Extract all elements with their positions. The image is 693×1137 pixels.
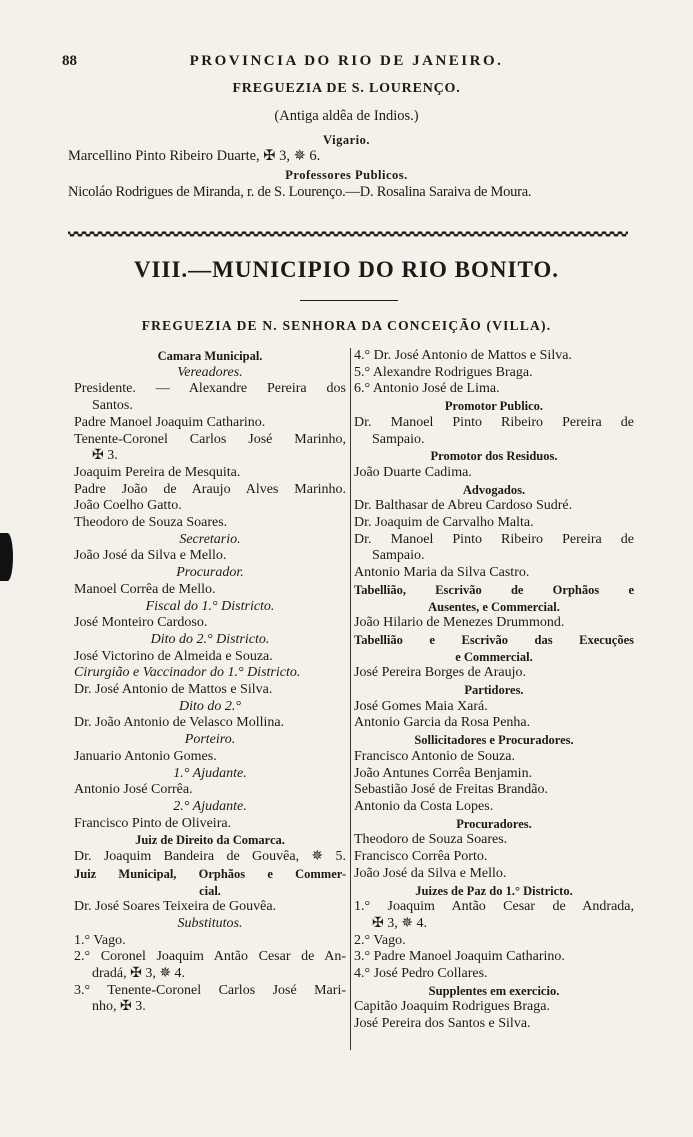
entry-line: Capitão Joaquim Rodrigues Braga. — [354, 999, 550, 1015]
freguezia-title: FREGUEZIA DE N. SENHORA DA CONCEIÇÃO (VILLA). — [141, 318, 552, 333]
entry-line: Joaquim Pereira de Mesquita. — [74, 464, 241, 480]
entry-line: José Monteiro Cardoso. — [74, 615, 208, 631]
entry-line: José Pereira dos Santos e Silva. — [354, 1016, 531, 1032]
vigario-entry: Marcellino Pinto Ribeiro Duarte, ✠ 3, ✵ 6. — [68, 148, 321, 164]
entry-line: Tenente-Coronel Carlos José Marinho, — [74, 431, 346, 447]
entry-line: Sampaio. — [372, 431, 425, 447]
role-label: Secretario. — [179, 531, 241, 547]
entry-line: Dr. José Antonio de Mattos e Silva. — [74, 682, 273, 698]
section-heading: Juizes de Paz do 1.° Districto. — [415, 883, 573, 898]
s-lourenco-subtitle: (Antiga aldêa de Indios.) — [274, 108, 419, 124]
entry-line: João Coelho Gatto. — [74, 498, 182, 514]
entry-line: Theodoro de Souza Soares. — [74, 515, 228, 531]
entry-line: dradá, ✠ 3, ✵ 4. — [92, 966, 186, 982]
role-label: Porteiro. — [184, 732, 236, 748]
running-header — [0, 53, 693, 75]
section-heading: cial. — [199, 883, 221, 898]
entry-line: João José da Silva e Mello. — [354, 865, 507, 881]
entry-line: Padre Manoel Joaquim Catharino. — [74, 414, 266, 430]
entry-line: 2.° Vago. — [354, 932, 406, 948]
entry-line: 3.° Padre Manoel Joaquim Catharino. — [354, 949, 565, 965]
section-heading: Supplentes em exercicio. — [428, 983, 560, 998]
entry-line: José Victorino de Almeida e Souza. — [74, 648, 273, 664]
entry-line: João Antunes Corrêa Benjamin. — [354, 765, 533, 781]
role-label: 2.° Ajudante. — [173, 798, 247, 814]
entry-line: Dr. José Soares Teixeira de Gouvêa. — [74, 899, 277, 915]
entry-line: Antonio Maria da Silva Castro. — [354, 565, 530, 581]
entry-line: Januario Antonio Gomes. — [74, 748, 217, 764]
entry-line: João Duarte Cadima. — [354, 464, 472, 480]
role-label: Cirurgião e Vaccinador do 1.° Districto. — [74, 665, 301, 681]
role-label: Fiscal do 1.° Districto. — [145, 598, 275, 614]
entry-line: Antonio José Corrêa. — [74, 782, 193, 798]
entry-line: 2.° Coronel Joaquim Antão Cesar de An- — [74, 949, 346, 965]
entry-line: 1.° Joaquim Antão Cesar de Andrada, — [354, 899, 634, 915]
section-heading: Partidores. — [464, 683, 524, 698]
wavy-divider — [68, 229, 628, 239]
section-heading: Tabellião, Escrivão de Orphãos e — [354, 582, 634, 597]
section-heading: Procuradores. — [456, 816, 532, 831]
section-heading: Juiz de Direito da Comarca. — [135, 833, 285, 848]
section-heading: Advogados. — [462, 482, 526, 497]
entry-line: ✠ 3. — [92, 448, 118, 464]
section-heading: Promotor Publico. — [444, 399, 544, 414]
entry-line: José Gomes Maia Xará. — [354, 698, 488, 714]
province-title: PROVINCIA DO RIO DE JANEIRO. — [189, 53, 504, 69]
role-label: Procurador. — [176, 565, 244, 581]
entry-line: Theodoro de Souza Soares. — [354, 832, 508, 848]
entry-line: Manoel Corrêa de Mello. — [74, 581, 216, 597]
entry-line: João José da Silva e Mello. — [74, 548, 227, 564]
role-label: Substitutos. — [177, 915, 243, 931]
section-heading: Tabellião e Escrivão das Execuções — [354, 632, 634, 647]
ink-blot — [0, 533, 13, 581]
role-label: Dito do 2.° Districto. — [150, 631, 270, 647]
entry-line: Dr. Manoel Pinto Ribeiro Pereira de — [354, 531, 634, 547]
entry-line: 6.° Antonio José de Lima. — [354, 381, 500, 397]
section-heading: Sollicitadores e Procuradores. — [414, 733, 574, 748]
s-lourenco-title: FREGUEZIA DE S. LOURENÇO. — [232, 81, 461, 96]
entry-line: Dr. Joaquim Bandeira de Gouvêa, ✵ 5. — [74, 849, 346, 865]
entry-line: Antonio da Costa Lopes. — [354, 798, 494, 814]
entry-line: Dr. Joaquim de Carvalho Malta. — [354, 515, 534, 531]
role-label: 1.° Ajudante. — [173, 765, 247, 781]
entry-line: Sampaio. — [372, 548, 425, 564]
entry-line: 4.° Dr. José Antonio de Mattos e Silva. — [354, 348, 572, 363]
entry-line: José Pereira Borges de Araujo. — [354, 665, 526, 681]
section-heading: e Commercial. — [455, 649, 533, 664]
entry-line: Antonio Garcia da Rosa Penha. — [354, 715, 531, 731]
municipio-title: VIII.—MUNICIPIO DO RIO BONITO. — [133, 257, 560, 282]
professores-heading: Professores Publicos. — [285, 168, 408, 182]
entry-line: 4.° José Pedro Collares. — [354, 966, 488, 982]
section-heading: Promotor dos Residuos. — [430, 449, 558, 464]
entry-line: Presidente. — Alexandre Pereira dos — [74, 381, 346, 397]
entry-line: 3.° Tenente-Coronel Carlos José Mari- — [74, 982, 346, 998]
vigario-heading: Vigario. — [323, 133, 370, 147]
title-rule — [300, 300, 398, 301]
column-separator — [350, 348, 351, 1050]
entry-line: João Hilario de Menezes Drummond. — [354, 615, 565, 631]
left-column — [74, 348, 346, 1016]
entry-line: Santos. — [92, 398, 133, 414]
entry-line: 1.° Vago. — [74, 932, 126, 948]
entry-line: Dr. Balthasar de Abreu Cardoso Sudré. — [354, 498, 573, 514]
role-label: Vereadores. — [177, 364, 243, 380]
professores-entry: Nicoláo Rodrigues de Miranda, r. de S. Lourenço.—D. Rosalina Saraiva de Moura. — [68, 184, 532, 200]
section-heading: Ausentes, e Commercial. — [428, 599, 560, 614]
entry-line: 5.° Alexandre Rodrigues Braga. — [354, 364, 533, 380]
section-heading: Juiz Municipal, Orphãos e Commer- — [74, 866, 346, 881]
entry-line: nho, ✠ 3. — [92, 999, 146, 1015]
entry-line: Dr. João Antonio de Velasco Mollina. — [74, 715, 285, 731]
role-label: Dito do 2.° — [179, 698, 241, 714]
entry-line: Francisco Pinto de Oliveira. — [74, 815, 232, 831]
entry-line: Francisco Antonio de Souza. — [354, 748, 515, 764]
entry-line: ✠ 3, ✵ 4. — [372, 915, 427, 931]
right-column — [354, 348, 634, 1033]
section-heading: Camara Municipal. — [157, 349, 263, 363]
entry-line: Sebastião José de Freitas Brandão. — [354, 782, 549, 798]
entry-line: Dr. Manoel Pinto Ribeiro Pereira de — [354, 414, 634, 430]
entry-line: Francisco Corrêa Porto. — [354, 849, 488, 865]
entry-line: Padre João de Araujo Alves Marinho. — [74, 481, 346, 497]
page-number: 88 — [62, 53, 77, 69]
